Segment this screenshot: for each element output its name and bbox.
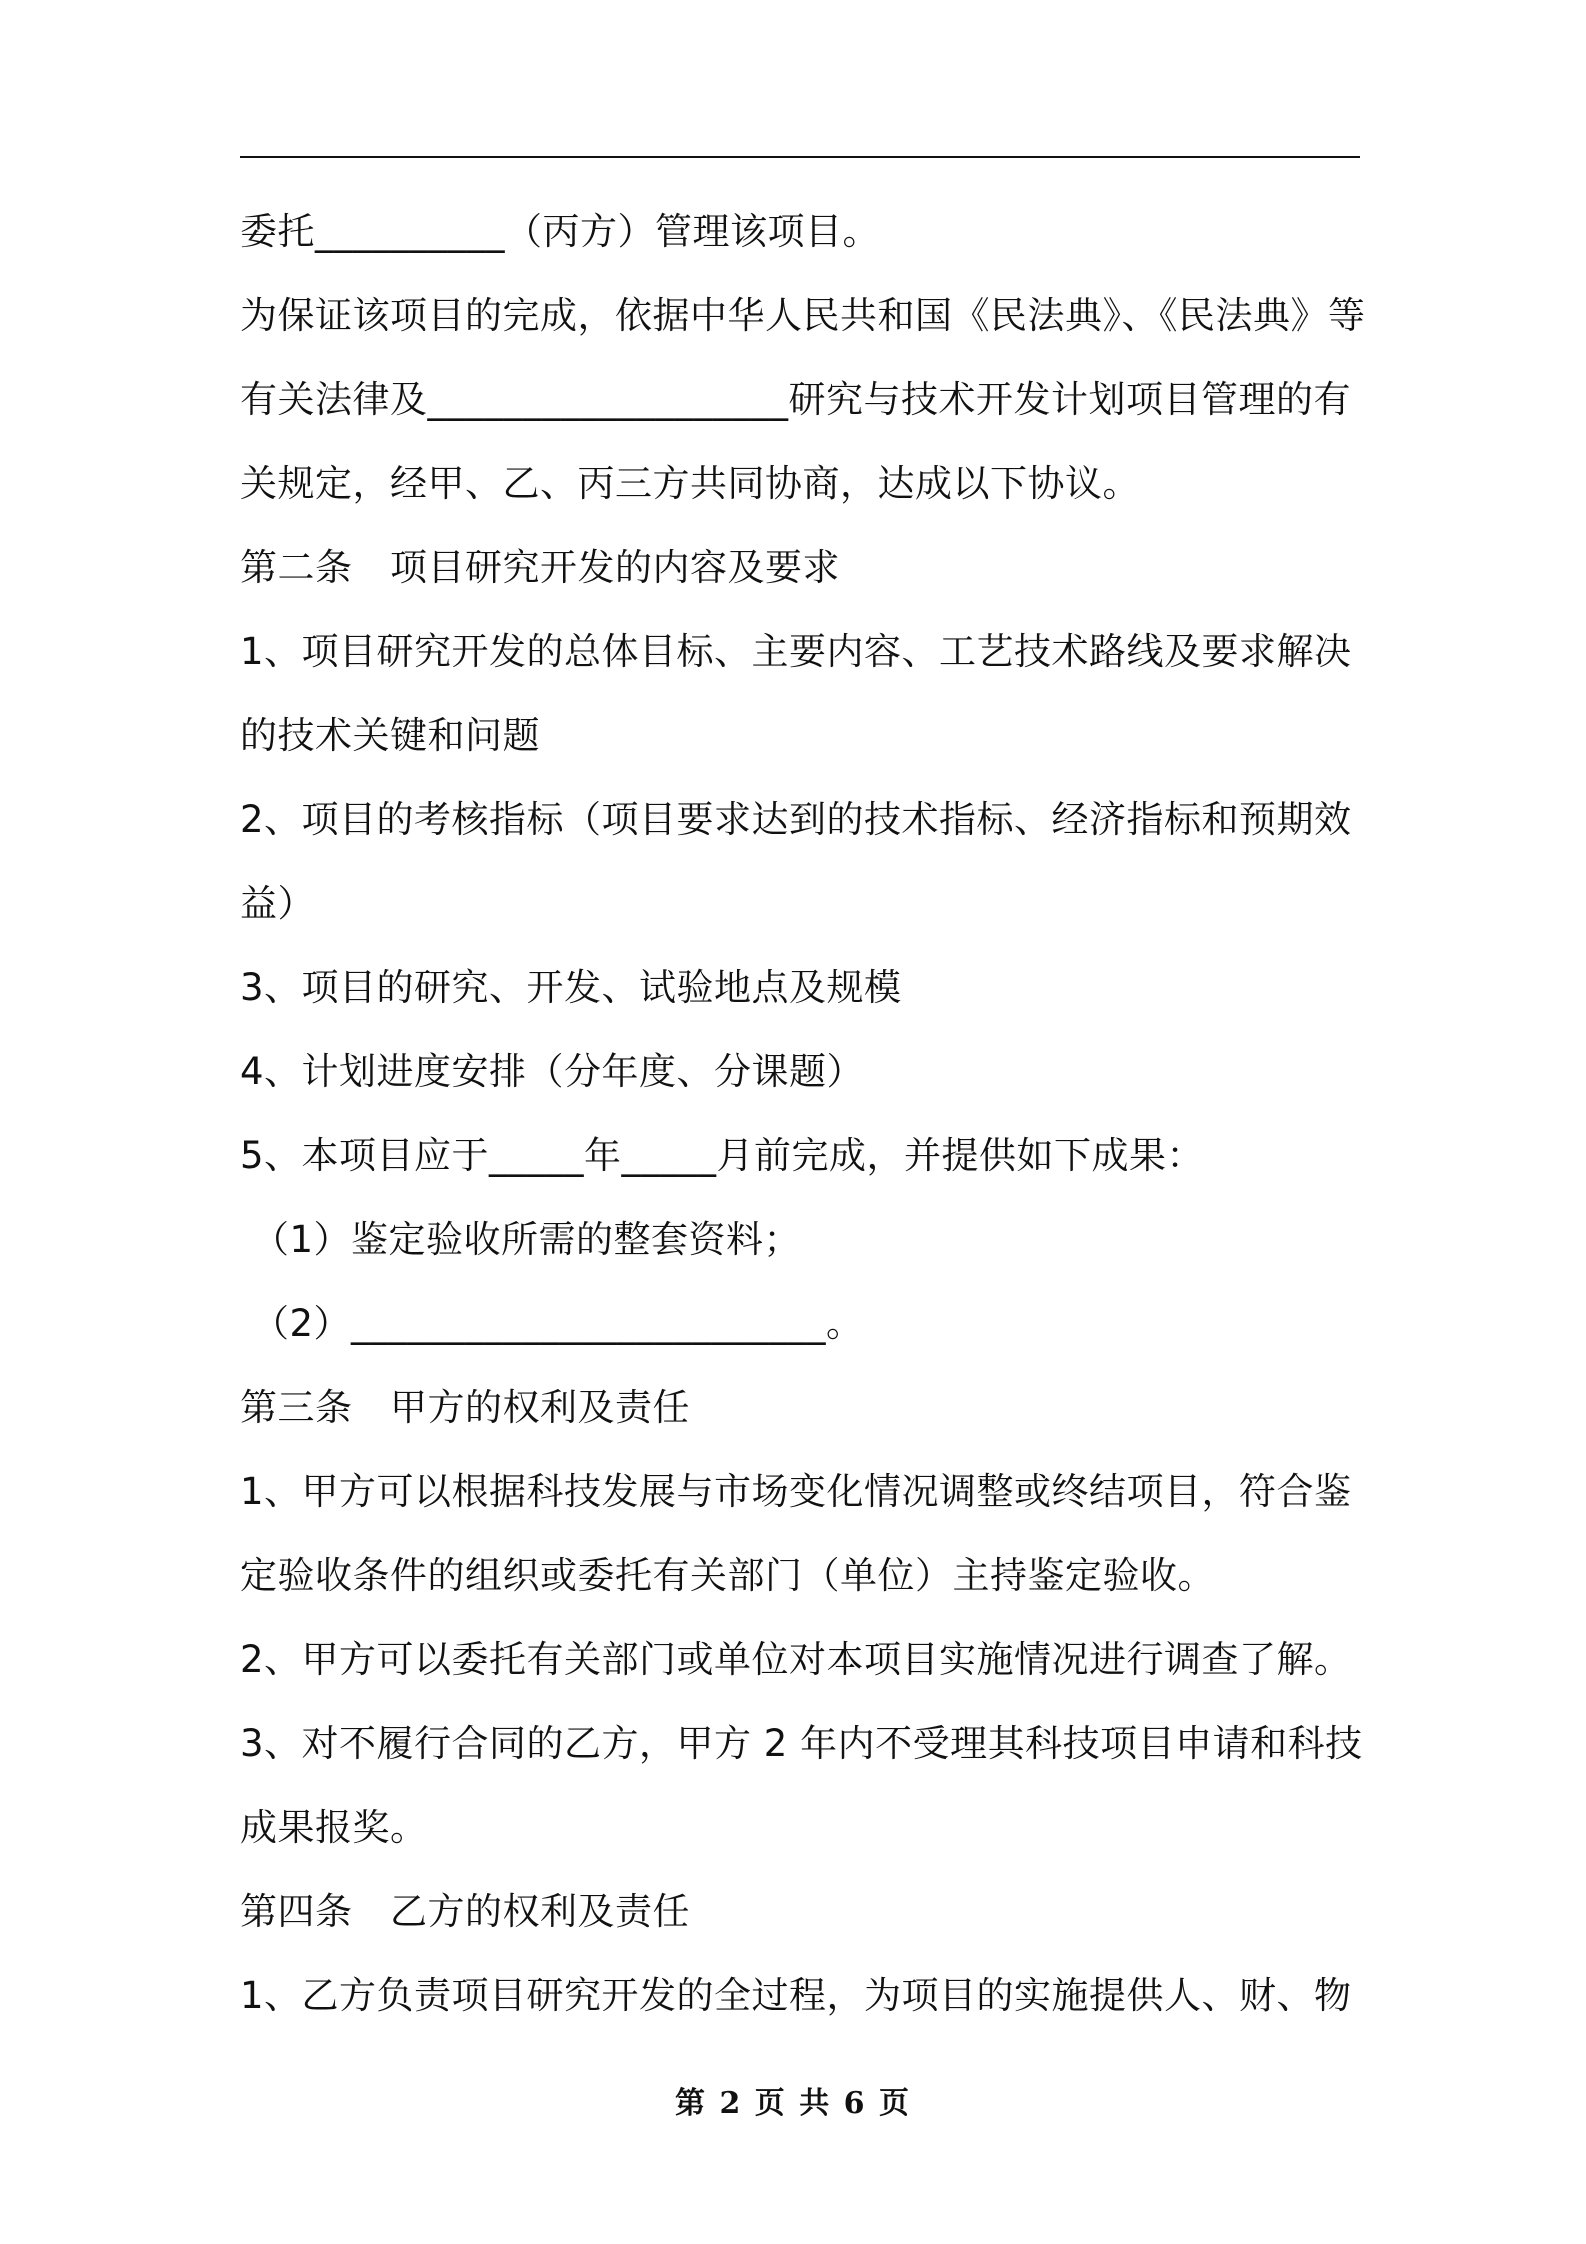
- text-line: 为保证该项目的完成，依据中华人民共和国《民法典》、《民法典》等: [240, 294, 1366, 337]
- text-line: （2）_________________________。: [252, 1302, 864, 1345]
- text-line: 委托__________（丙方）管理该项目。: [240, 210, 880, 253]
- text-line: 益）: [240, 882, 315, 925]
- text-line: 关规定，经甲、乙、丙三方共同协商，达成以下协议。: [240, 462, 1140, 505]
- text-line: 有关法律及___________________研究与技术开发计划项目管理的有: [240, 378, 1351, 421]
- article-heading: 第三条 甲方的权利及责任: [240, 1386, 690, 1429]
- text-line: 1、项目研究开发的总体目标、主要内容、工艺技术路线及要求解决: [240, 630, 1352, 673]
- text-line: （1）鉴定验收所需的整套资料；: [252, 1218, 802, 1261]
- text-line: 2、项目的考核指标（项目要求达到的技术指标、经济指标和预期效: [240, 798, 1352, 841]
- text-line: 成果报奖。: [240, 1806, 428, 1849]
- text-line: 1、甲方可以根据科技发展与市场变化情况调整或终结项目，符合鉴: [240, 1470, 1352, 1513]
- document-body: [240, 190, 1366, 2038]
- header-rule: [240, 156, 1360, 158]
- text-line: 3、项目的研究、开发、试验地点及规模: [240, 966, 902, 1009]
- article-heading: 第四条 乙方的权利及责任: [240, 1890, 690, 1933]
- text-line: 1、乙方负责项目研究开发的全过程，为项目的实施提供人、财、物: [240, 1974, 1352, 2017]
- text-line: 2、甲方可以委托有关部门或单位对本项目实施情况进行调查了解。: [240, 1638, 1352, 1681]
- page-number: 第 2 页 共 6 页: [675, 2086, 911, 2121]
- text-line: 5、本项目应于_____年_____月前完成，并提供如下成果：: [240, 1134, 1205, 1177]
- text-line: 的技术关键和问题: [240, 714, 540, 757]
- text-line: 定验收条件的组织或委托有关部门（单位）主持鉴定验收。: [240, 1554, 1215, 1597]
- text-line: 3、对不履行合同的乙方，甲方 2 年内不受理其科技项目申请和科技: [240, 1722, 1363, 1765]
- article-heading: 第二条 项目研究开发的内容及要求: [240, 546, 840, 589]
- text-line: 4、计划进度安排（分年度、分课题）: [240, 1050, 865, 1093]
